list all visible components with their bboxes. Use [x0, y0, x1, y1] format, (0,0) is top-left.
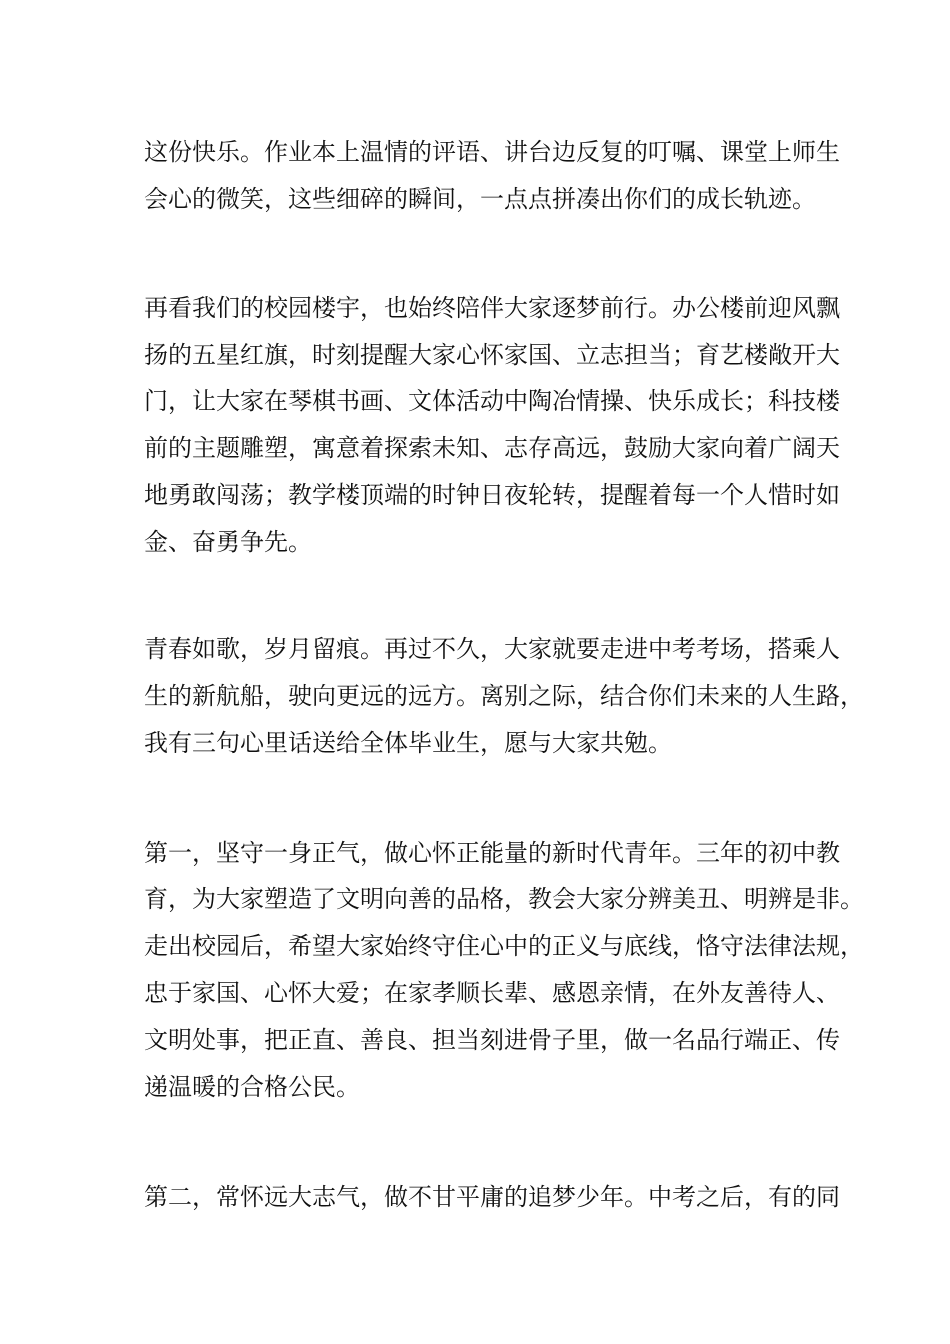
text-line: 地勇敢闯荡；教学楼顶端的时钟日夜轮转，提醒着每一个人惜时如: [144, 481, 840, 509]
text-line: 第一，坚守一身正气，做心怀正能量的新时代青年。三年的初中教: [144, 839, 840, 867]
text-line: 会心的微笑，这些细碎的瞬间，一点点拼凑出你们的成长轨迹。: [144, 185, 816, 213]
text-line: 青春如歌，岁月留痕。再过不久，大家就要走进中考考场，搭乘人: [144, 635, 840, 663]
text-line: 这份快乐。作业本上温情的评语、讲台边反复的叮嘱、课堂上师生: [144, 138, 840, 166]
text-line: 扬的五星红旗，时刻提醒大家心怀家国、立志担当；育艺楼敞开大: [144, 341, 840, 369]
text-line: 门，让大家在琴棋书画、文体活动中陶冶情操、快乐成长；科技楼: [144, 387, 840, 415]
text-line: 第二，常怀远大志气，做不甘平庸的追梦少年。中考之后，有的同: [144, 1183, 840, 1211]
text-line: 金、奋勇争先。: [144, 528, 312, 556]
text-line: 育，为大家塑造了文明向善的品格，教会大家分辨美丑、明辨是非。: [144, 885, 864, 913]
text-line: 再看我们的校园楼宇，也始终陪伴大家逐梦前行。办公楼前迎风飘: [144, 294, 840, 322]
text-line: 前的主题雕塑，寓意着探索未知、志存高远，鼓励大家向着广阔天: [144, 434, 840, 462]
text-line: 文明处事，把正直、善良、担当刻进骨子里，做一名品行端正、传: [144, 1026, 840, 1054]
text-line: 走出校园后，希望大家始终守住心中的正义与底线，恪守法律法规，: [144, 932, 864, 960]
text-line: 我有三句心里话送给全体毕业生，愿与大家共勉。: [144, 729, 672, 757]
text-line: 生的新航船，驶向更远的远方。离别之际，结合你们未来的人生路，: [144, 682, 864, 710]
text-line: 递温暖的合格公民。: [144, 1073, 360, 1101]
text-line: 忠于家国、心怀大爱；在家孝顺长辈、感恩亲情，在外友善待人、: [144, 979, 840, 1007]
